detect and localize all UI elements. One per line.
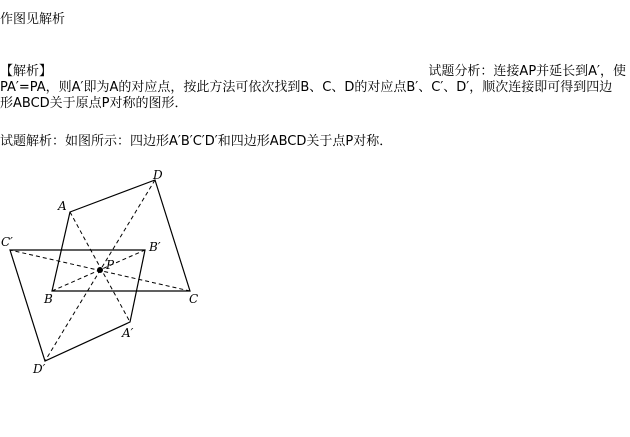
label-d: D [153,168,163,182]
label-d-prime: D′ [33,362,46,376]
solution-text: 试题解析：如图所示：四边形A′B′C′D′和四边形ABCD关于点P对称． [0,134,393,149]
label-a: A [58,199,67,213]
label-b: B [44,292,53,306]
label-a-prime: A′ [122,326,134,340]
analysis-header: 【解析】 [0,64,53,79]
analysis-line-2: PA′=PA，则A′即为A的对应点，按此方法可依次找到B、C、D的对应点B′、C′、D′，顺次连接即可得到四边 [0,80,613,95]
label-b-prime: B′ [149,240,161,254]
label-c-prime: C′ [1,235,13,249]
quadrilateral-a-prime-b-prime-c-prime-d-prime [10,250,145,361]
answer-text: 作图见解析 [0,12,66,27]
symmetry-figure [0,164,230,394]
label-p: P [106,258,115,272]
analysis-line-1: 试题分析：连接AP并延长到A′，使 [428,64,626,79]
analysis-line-3: 形ABCD关于原点P对称的图形． [0,96,188,111]
point-p [97,267,103,273]
label-c: C [189,292,199,306]
